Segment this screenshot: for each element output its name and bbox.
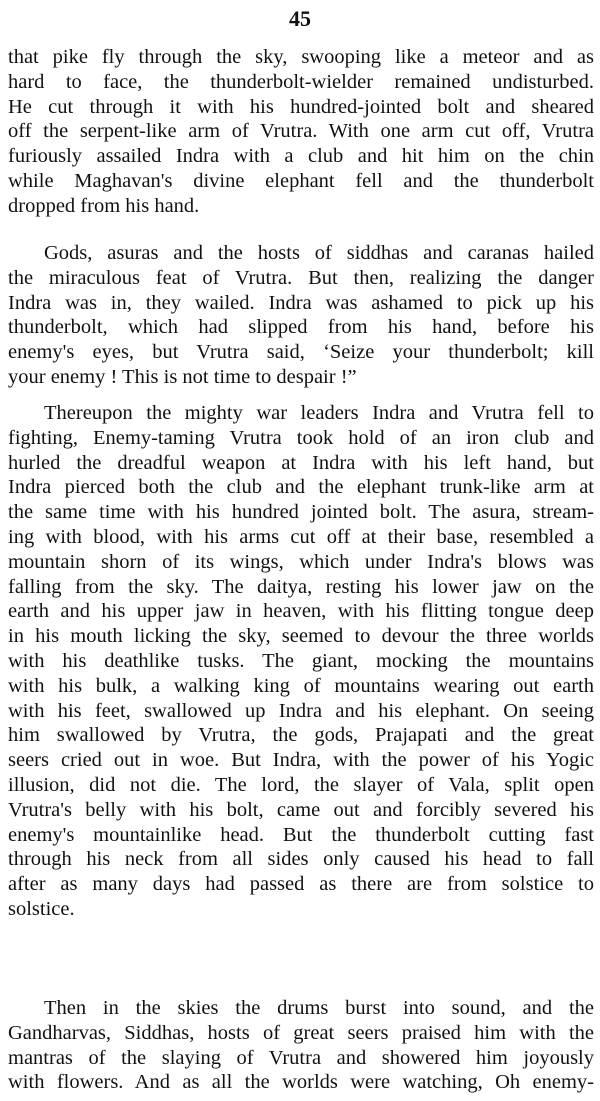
text-line: Vrutra's belly with his bolt, came out and forcibly severed his — [8, 798, 594, 821]
text-line: He cut through it with his hundred-jointed bolt and sheared — [8, 95, 594, 118]
text-line: him swallowed by Vrutra, the gods, Prajapati and the great — [8, 724, 594, 747]
text-line: with his feet, swallowed up Indra and his elephant. On seeing — [8, 699, 594, 722]
text-line: the same time with his hundred jointed bolt. The asura, stream- — [8, 501, 594, 524]
text-line: Gandharvas, Siddhas, hosts of great seers praised him with the — [8, 1021, 594, 1044]
text-line: solstice. — [8, 897, 75, 920]
text-line: ing with blood, with his arms cut off at their base, resembled a — [8, 525, 594, 548]
text-line: earth and his upper jaw in heaven, with his flitting tongue deep — [8, 600, 594, 623]
text-line: through his neck from all sides only caused his head to fall — [8, 848, 594, 871]
text-line: Thereupon the mighty war leaders Indra and Vrutra fell to — [44, 402, 594, 424]
text-line: dropped from his hand. — [8, 194, 200, 217]
text-line: off the serpent-like arm of Vrutra. With one arm cut off, Vrutra — [8, 120, 594, 143]
text-line: thunderbolt, which had slipped from his hand, before his — [8, 316, 594, 339]
text-line: with flowers. And as all the worlds were watching, Oh enemy- — [8, 1071, 594, 1094]
text-line: Indra was in, they wailed. Indra was ashamed to pick up his — [8, 291, 594, 314]
text-line: hurled the dreadful weapon at Indra with his left hand, but — [8, 451, 594, 474]
text-line: with his deathlike tusks. The giant, mocking the mountains — [8, 649, 594, 672]
text-line: that pike fly through the sky, swooping like a meteor and as — [8, 46, 594, 68]
text-line: while Maghavan's divine elephant fell and the thunderbolt — [8, 169, 594, 192]
paragraph-3 — [8, 401, 594, 922]
text-line: with his bulk, a walking king of mountains wearing out earth — [8, 674, 594, 697]
text-line: Gods, asuras and the hosts of siddhas and caranas hailed — [44, 242, 594, 264]
text-line: falling from the sky. The daitya, resting his lower jaw on the — [8, 575, 594, 598]
text-line: hard to face, the thunderbolt-wielder remained undisturbed. — [8, 70, 594, 93]
text-line: the miraculous feat of Vrutra. But then, realizing the danger — [8, 266, 594, 289]
text-line: seers cried out in woe. But Indra, with the power of his Yogic — [8, 749, 594, 772]
text-line: after as many days had passed as there are from solstice to — [8, 873, 594, 896]
paragraph-4 — [8, 996, 594, 1095]
text-line: furiously assailed Indra with a club and hit him on the chin — [8, 145, 594, 168]
text-line: mantras of the slaying of Vrutra and showered him joyously — [8, 1046, 594, 1069]
text-line: in his mouth licking the sky, seemed to devour the three worlds — [8, 625, 594, 648]
text-line: Then in the skies the drums burst into sound, and the — [44, 997, 594, 1019]
text-line: mountain shorn of its wings, which under Indra's blows was — [8, 550, 594, 573]
paragraph-1 — [8, 45, 594, 219]
text-line: illusion, did not die. The lord, the slayer of Vala, split open — [8, 773, 594, 796]
text-line: enemy's eyes, but Vrutra said, ‘Seize your thunderbolt; kill — [8, 341, 594, 364]
page-number: 45 — [289, 6, 311, 31]
text-line: your enemy ! This is not time to despair !” — [8, 365, 357, 388]
text-line: fighting, Enemy-taming Vrutra took hold of an iron club and — [8, 426, 594, 449]
text-line: enemy's mountainlike head. But the thunderbolt cutting fast — [8, 823, 594, 846]
paragraph-2 — [8, 241, 594, 390]
text-line: Indra pierced both the club and the elephant trunk-like arm at — [8, 476, 594, 499]
